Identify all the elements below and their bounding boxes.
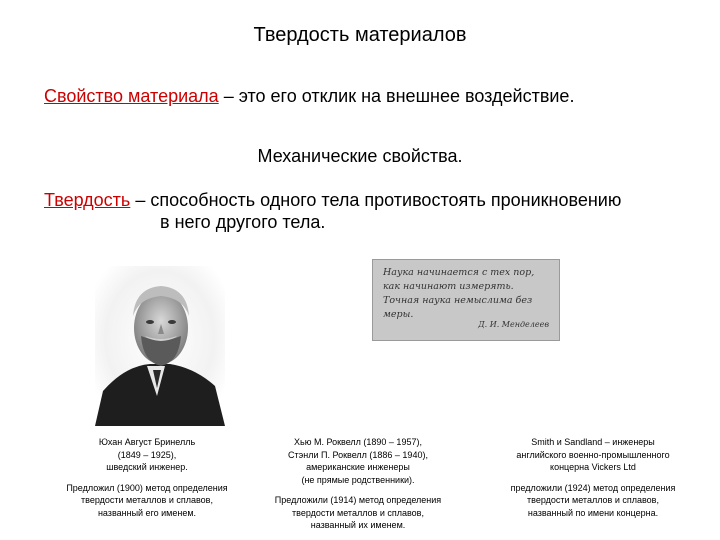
vickers-method-line: названный по имени концерна. — [527, 507, 659, 518]
rockwell-name-line: американские инженеры — [306, 462, 410, 472]
property-term: Свойство материала — [44, 86, 219, 106]
rockwell-method-line: твердости металлов и сплавов, — [292, 507, 424, 518]
brinell-method-line: Предложил (1900) метод определения — [66, 482, 228, 493]
property-definition — [44, 86, 574, 107]
brinell-method-line: названный его именем. — [97, 507, 197, 518]
brinell-name-line: (1849 – 1925), — [117, 449, 177, 460]
rockwell-method-line: названный их именем. — [310, 520, 406, 530]
hardness-definition — [44, 190, 621, 211]
brinell-portrait — [95, 266, 225, 426]
rockwell-name-line: Хью М. Роквелл (1890 – 1957), — [294, 437, 422, 447]
vickers-name-line: английского военно-промышленного — [516, 449, 670, 460]
vickers-method-line: твердости металлов и сплавов, — [527, 495, 659, 505]
rockwell-column — [252, 436, 464, 532]
rockwell-name-line: (не прямые родственники). — [301, 474, 415, 485]
brinell-column — [42, 436, 252, 519]
hardness-term: Твердость — [44, 190, 131, 210]
brinell-name-line: Юхан Август Бринелль — [98, 437, 196, 447]
quote-text: Наука начинается с тех пор, как начинают измерять. Точная наука немыслима без меры. — [383, 267, 535, 320]
brinell-method-line: твердости металлов и сплавов, — [81, 495, 213, 505]
quote-author: Д. И. Менделеев — [478, 320, 549, 329]
vickers-column — [488, 436, 698, 519]
vickers-name-line: концерна Vickers Ltd — [550, 462, 636, 472]
property-definition-text: – это его отклик на внешнее воздействие. — [218, 86, 575, 106]
mechanical-properties-heading: Механические свойства. — [257, 146, 463, 166]
rockwell-method-line: Предложили (1914) метод определения — [274, 495, 442, 505]
brinell-name-line: шведский инженер. — [106, 462, 188, 472]
hardness-definition-text: – способность одного тела противостоять проникновению — [130, 190, 622, 210]
slide-title: Твердость материалов — [253, 24, 467, 46]
rockwell-name-line: Стэнли П. Роквелл (1886 – 1940), — [288, 449, 428, 460]
vickers-name-line: Smith и Sandland – инженеры — [531, 437, 655, 447]
mendeleev-quote-box — [372, 259, 560, 341]
vickers-method-line: предложили (1924) метод определения — [510, 482, 676, 493]
hardness-definition-continued: в него другого тела. — [160, 212, 326, 232]
